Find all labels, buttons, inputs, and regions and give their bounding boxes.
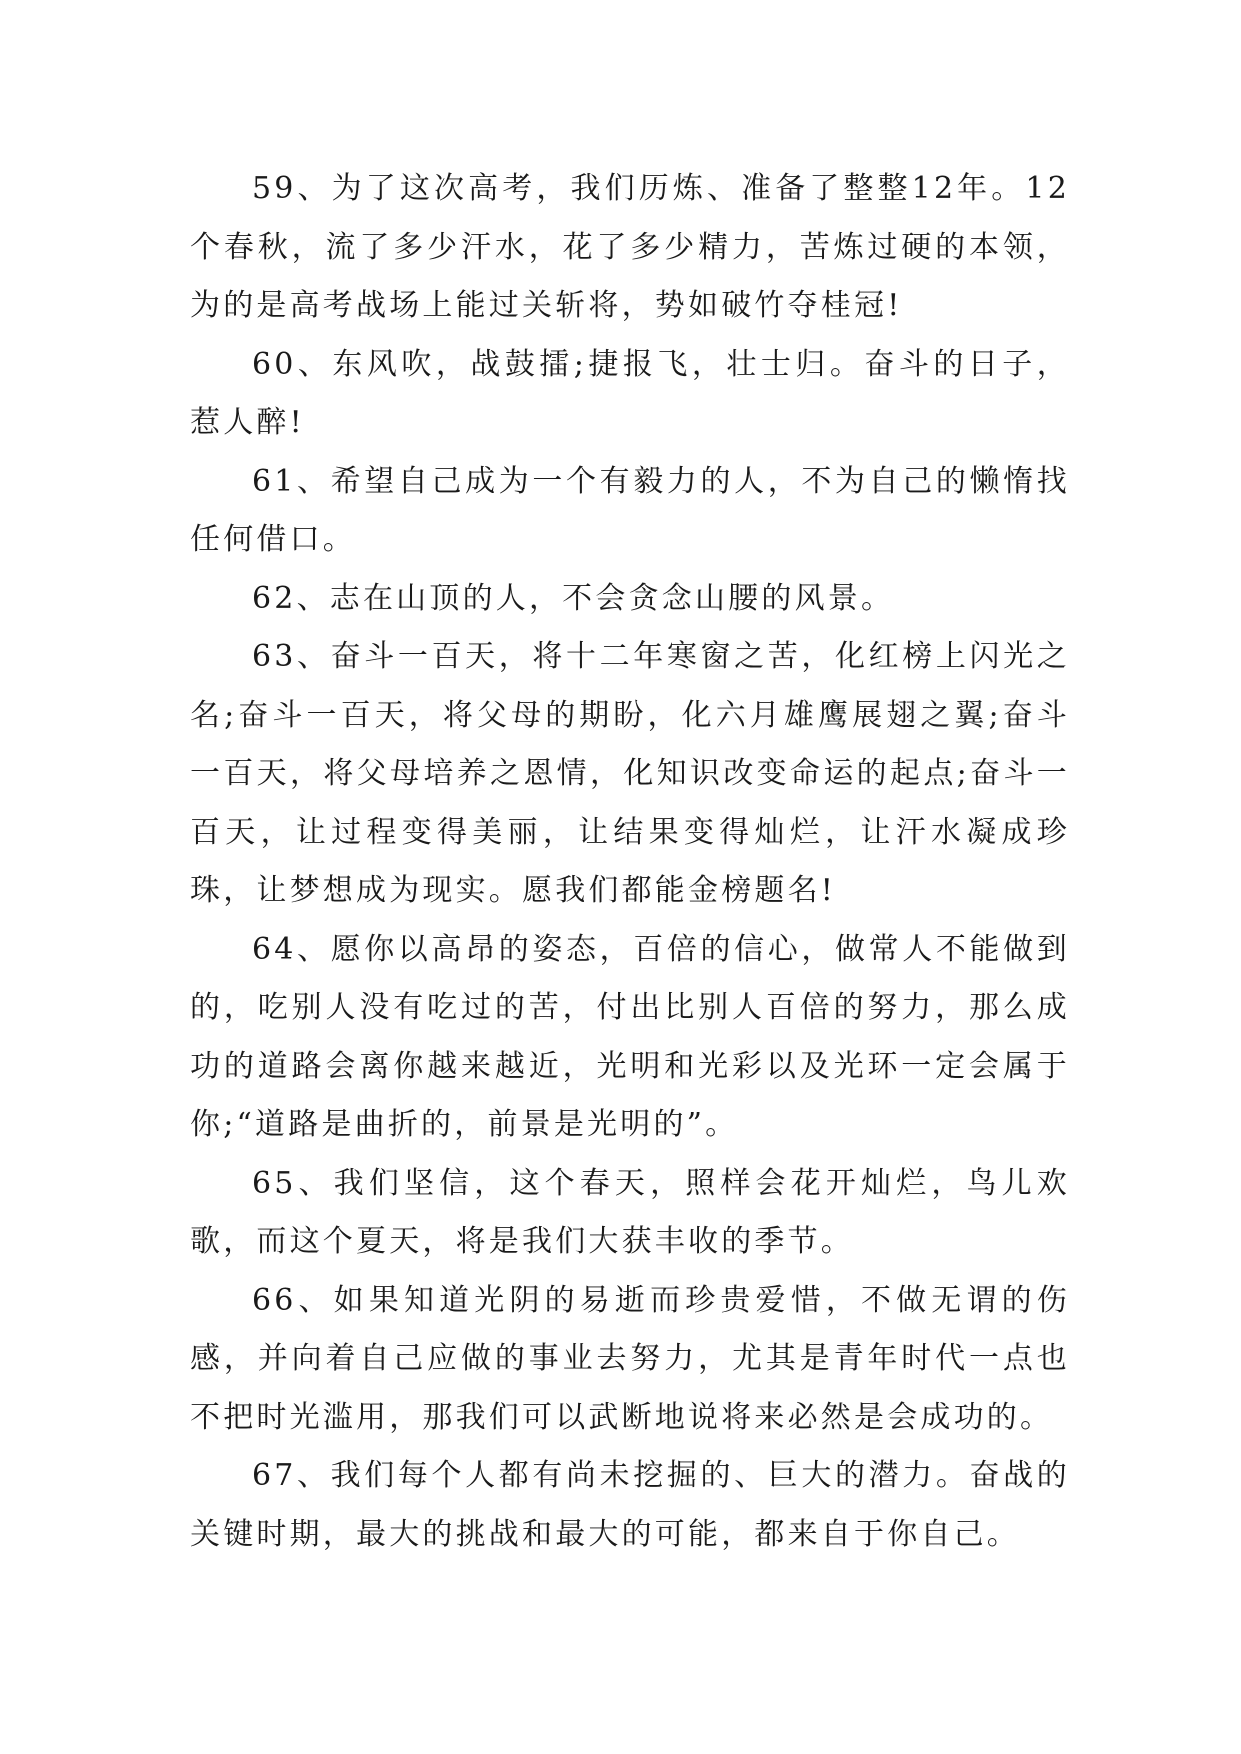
paragraph-62: 62、志在山顶的人，不会贪念山腰的风景。 bbox=[252, 580, 895, 616]
document-body bbox=[190, 160, 1070, 1564]
paragraph-65: 65、我们坚信，这个春天，照样会花开灿烂，鸟儿欢歌，而这个夏天，将是我们大获丰收的季节。 bbox=[190, 1165, 1070, 1259]
paragraph-61: 61、希望自己成为一个有毅力的人，不为自己的懒惰找任何借口。 bbox=[190, 463, 1070, 557]
paragraph-64: 64、愿你以高昂的姿态，百倍的信心，做常人不能做到的，吃别人没有吃过的苦，付出比别人百倍的努力，那么成功的道路会离你越来越近，光明和光彩以及光环一定会属于你;“道路是曲折的，前景是光明的”。 bbox=[190, 931, 1070, 1142]
paragraph-67: 67、我们每个人都有尚未挖掘的、巨大的潜力。奋战的关键时期，最大的挑战和最大的可能，都来自于你自己。 bbox=[190, 1458, 1070, 1552]
paragraph-63: 63、奋斗一百天，将十二年寒窗之苦，化红榜上闪光之名;奋斗一百天，将父母的期盼，化六月雄鹰展翅之翼;奋斗一百天，将父母培养之恩情，化知识改变命运的起点;奋斗一百天，让过程变得美丽，让结果变得灿烂，让汗水凝成珍珠，让梦想成为现实。愿我们都能金榜题名! bbox=[190, 639, 1070, 908]
paragraph-59: 59、为了这次高考，我们历炼、准备了整整12年。12个春秋，流了多少汗水，花了多少精力，苦炼过硬的本领，为的是高考战场上能过关斩将，势如破竹夺桂冠! bbox=[190, 171, 1070, 323]
paragraph-60: 60、东风吹，战鼓擂;捷报飞，壮士归。奋斗的日子，惹人醉! bbox=[190, 346, 1070, 440]
paragraph-66: 66、如果知道光阴的易逝而珍贵爱惜，不做无谓的伤感，并向着自己应做的事业去努力，尤其是青年时代一点也不把时光滥用，那我们可以武断地说将来必然是会成功的。 bbox=[190, 1282, 1070, 1435]
